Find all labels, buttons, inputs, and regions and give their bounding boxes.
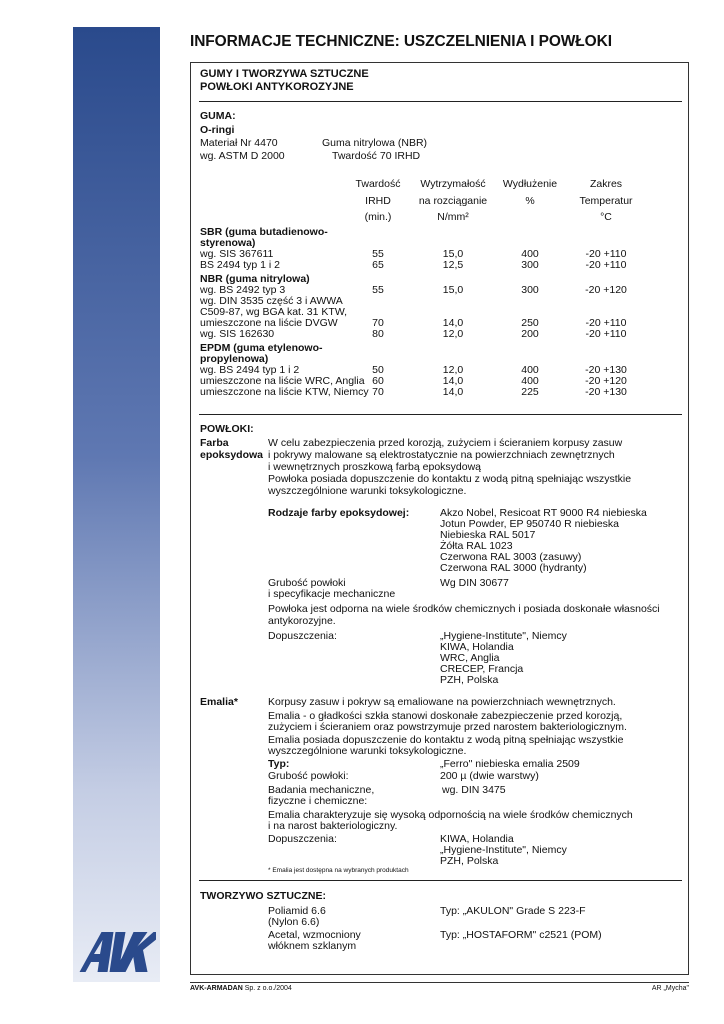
material-standard: wg. SIS 162630 [200,328,275,340]
plastic-name: Acetal, wzmocniony [268,929,361,941]
emalia-text: Korpusy zasuw i pokryw są emaliowane na powierzchniach wewnętrznych. [268,696,616,708]
dopuszczenia2-value: KIWA, Holandia [440,833,514,845]
emalia-text: wyszczególnione warunki toksykologiczne. [268,745,467,757]
material-standard: BS 2494 typ 1 i 2 [200,259,280,271]
avk-logo [78,930,156,974]
dopuszczenia-value: PZH, Polska [440,674,499,686]
divider [199,880,682,881]
grubosc-label: Grubość powłoki [268,577,346,589]
sidebar-gradient-band [73,27,160,982]
dopuszczenia-value: CRECEP, Francja [440,663,524,675]
dopuszczenia2-value: PZH, Polska [440,855,499,867]
material-label: Materiał Nr 4470 [200,137,278,149]
grubosc2-value: 200 µ (dwie warstwy) [440,770,539,782]
table-cell: 300 [521,284,539,296]
oring-label: O-ringi [200,124,235,136]
material-standard: wg. SIS 367611 [200,248,274,260]
table-cell: 400 [521,248,539,260]
section-header-line1: GUMY I TWORZYWA SZTUCZNE [200,68,369,80]
column-header: % [525,195,535,207]
rodzaje-value: Jotun Powder, EP 950740 R niebieska [440,518,620,530]
table-cell: 250 [521,317,539,329]
rodzaje-value: Niebieska RAL 5017 [440,529,536,541]
page-title: INFORMACJE TECHNICZNE: USZCZELNIENIA I POWŁOKI [190,33,612,50]
table-cell: 70 [372,317,384,329]
material-standard: umieszczone na liście DVGW [200,317,338,329]
emalia-text: i na narost bakteriologiczny. [268,820,398,832]
tworzywo-heading: TWORZYWO SZTUCZNE: [200,890,326,902]
table-cell: 300 [521,259,539,271]
table-cell: -20 +110 [585,328,627,340]
astm-label: wg. ASTM D 2000 [200,150,285,162]
farba-label-2: epoksydowa [200,449,264,461]
material-group-title: SBR (guma butadienowo- [200,226,328,238]
material-standard: wg. BS 2494 typ 1 i 2 [200,364,300,376]
emalia-text: Emalia - o gładkości szkła stanowi doskonałe zabezpieczenie przed korozją, [268,710,623,722]
column-header: Twardość [355,178,401,190]
table-cell: 15,0 [442,284,464,296]
dopuszczenia2-value: „Hygiene-Institute", Niemcy [440,844,567,856]
grubosc2-label: Grubość powłoki: [268,770,349,782]
column-header: Wydłużenie [502,178,558,190]
plastic-type: Typ: „HOSTAFORM" c2521 (POM) [440,929,602,941]
table-cell: 15,0 [442,248,464,260]
emalia-footnote: * Emalia jest dostępna na wybranych produktach [268,867,409,874]
column-header: °C [600,211,612,223]
rodzaje-value: Czerwona RAL 3003 (zasuwy) [440,551,582,563]
footer-company: AVK-ARMADAN [190,985,243,992]
material-group-title: EPDM (guma etylenowo- [200,342,323,354]
material-standard: C509-87, wg BGA kat. 31 KTW, [200,306,348,318]
rodzaje-value: Czerwona RAL 3000 (hydranty) [440,562,587,574]
plastic-type: Typ: „AKULON" Grade S 223-F [440,905,586,917]
rodzaje-label: Rodzaje farby epoksydowej: [268,507,410,519]
table-cell: 80 [372,328,384,340]
dopuszczenia-value: „Hygiene-Institute", Niemcy [440,630,567,642]
footer-left [190,985,292,992]
table-cell: 12,0 [442,328,464,340]
odporna-text: antykorozyjne. [268,615,336,627]
dopuszczenia-value: KIWA, Holandia [440,641,514,653]
farba-text: Powłoka posiada dopuszczenie do kontaktu z wodą pitną spełniając wszystkie [268,473,632,485]
typ-label: Typ: [268,758,290,770]
column-header: na rozciąganie [418,195,488,207]
material-standard: wg. DIN 3535 część 3 i AWWA [200,295,343,307]
dopuszczenia-label: Dopuszczenia: [268,630,337,642]
material-group-title: propylenowa) [200,353,269,365]
farba-text: i pokrywy malowane są elektrostatycznie na powierzchniach zewnętrznych [268,449,615,461]
material-standard: umieszczone na liście KTW, Niemcy [200,386,369,398]
table-cell: -20 +110 [585,317,627,329]
powloki-heading: POWŁOKI: [200,423,254,435]
table-cell: -20 +130 [585,364,627,376]
column-header: (min.) [364,211,392,223]
badania-label: Badania mechaniczne, [268,784,375,796]
table-cell: 14,0 [442,317,464,329]
badania-label: fizyczne i chemiczne: [268,795,368,807]
grubosc-value: Wg DIN 30677 [440,577,509,589]
guma-heading: GUMA: [200,110,236,122]
astm-value: Twardość 70 IRHD [332,150,421,162]
farba-text: i wewnętrznych proszkową farbą epoksydową [268,461,482,473]
table-cell: 65 [372,259,384,271]
table-cell: 400 [521,375,539,387]
table-cell: 55 [372,248,384,260]
table-cell: 60 [372,375,384,387]
table-cell: 50 [372,364,384,376]
table-cell: 12,0 [442,364,464,376]
column-header: N/mm² [437,211,469,223]
plastic-name: Poliamid 6.6 [268,905,326,917]
rodzaje-value: Żółta RAL 1023 [440,540,513,552]
footer-company-rest: Sp. z o.o./2004 [242,985,292,992]
table-cell: -20 +130 [585,386,627,398]
table-cell: -20 +110 [585,248,627,260]
dopuszczenia-value: WRC, Anglia [440,652,500,664]
material-group-title: styrenowa) [200,237,256,249]
dopuszczenia2-label: Dopuszczenia: [268,833,337,845]
emalia-text: Emalia charakteryzuje się wysoką odpornością na wiele środków chemicznych [268,809,633,821]
column-header: Wytrzymałość [420,178,486,190]
farba-text: wyszczególnione warunki toksykologiczne. [268,485,467,497]
material-value: Guma nitrylowa (NBR) [322,137,428,149]
plastic-name: włóknem szklanym [268,940,357,952]
table-cell: -20 +120 [585,375,627,387]
grubosc-label: i specyfikacje mechaniczne [268,588,396,600]
table-cell: 400 [521,364,539,376]
divider [199,414,682,415]
footer-divider [190,982,689,983]
odporna-text: Powłoka jest odporna na wiele środków chemicznych i posiada doskonałe własności [268,603,660,615]
plastic-name: (Nylon 6.6) [268,916,320,928]
emalia-text: Emalia posiada dopuszczenie do kontaktu z wodą pitną spełniając wszystkie [268,734,624,746]
column-header: Zakres [589,178,623,190]
table-cell: 200 [521,328,539,340]
section-header-line2: POWŁOKI ANTYKOROZYJNE [200,81,354,93]
footer-right: AR „Mycha" [651,985,689,992]
table-cell: -20 +120 [585,284,627,296]
rodzaje-value: Akzo Nobel, Resicoat RT 9000 R4 niebieska [440,507,647,519]
divider [199,101,682,102]
badania-value: wg. DIN 3475 [442,784,506,796]
material-group-title: NBR (guma nitrylowa) [200,273,310,285]
table-cell: 12,5 [442,259,464,271]
table-cell: 55 [372,284,384,296]
material-standard: umieszczone na liście WRC, Anglia [200,375,365,387]
emalia-label: Emalia* [200,696,238,708]
table-cell: 14,0 [442,375,464,387]
farba-text: W celu zabezpieczenia przed korozją, zużyciem i ścieraniem korpusy zasuw [268,437,623,449]
table-cell: 70 [372,386,384,398]
farba-label-1: Farba [200,437,229,449]
typ-value: „Ferro" niebieska emalia 2509 [440,758,580,770]
column-header: IRHD [365,195,391,207]
material-standard: wg. BS 2492 typ 3 [200,284,286,296]
table-cell: -20 +110 [585,259,627,271]
column-header: Temperatur [579,195,633,207]
table-cell: 225 [521,386,539,398]
emalia-text: zużyciem i ścieraniem oraz powstrzymuje przed narostem bakteriologicznym. [268,721,627,733]
table-cell: 14,0 [442,386,464,398]
